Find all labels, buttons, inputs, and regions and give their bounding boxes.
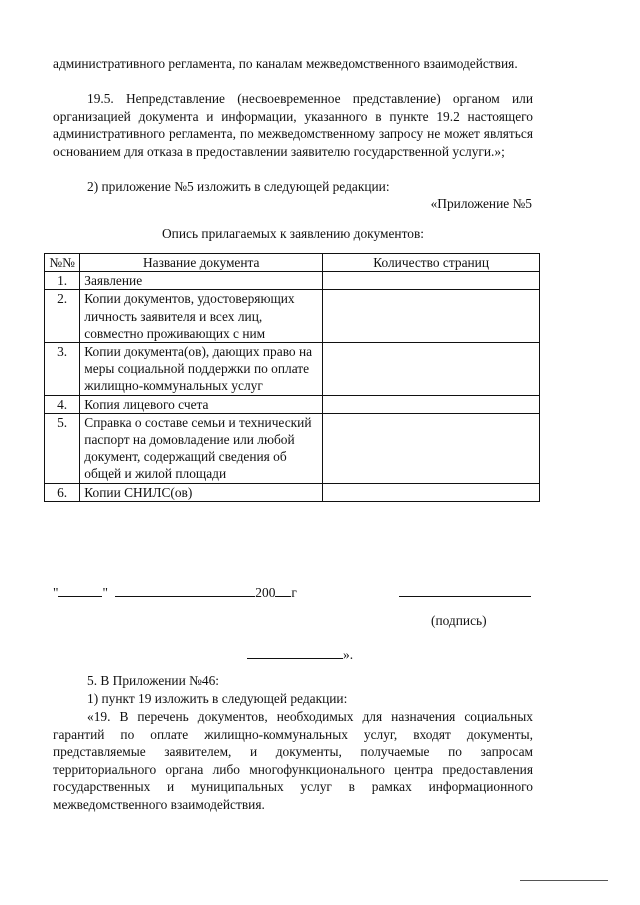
row-number: 5. [45, 413, 80, 483]
row-number: 6. [45, 483, 80, 501]
paragraph-regulation-end: административного регламента, по каналам межведомственного взаимодействия. [53, 56, 518, 71]
document-name: Копии документа(ов), дающих право на меры социальной поддержки по оплате жилищно-коммунальных услуг [80, 343, 323, 396]
date-month-blank [115, 583, 255, 597]
table-row [45, 413, 540, 483]
closing-mark: ». [343, 647, 354, 662]
table-row [45, 483, 540, 501]
page-count-cell [323, 413, 540, 483]
documents-inventory-table [44, 253, 540, 502]
date-quote-open: " [53, 585, 59, 600]
appendix-5-label: «Приложение №5 [430, 196, 532, 211]
table-row [45, 290, 540, 343]
closing-blank [247, 645, 343, 659]
table-row [45, 343, 540, 396]
document-name: Заявление [80, 272, 323, 290]
column-header-number: №№ [45, 254, 80, 272]
table-row [45, 395, 540, 413]
closing-line [247, 645, 353, 664]
date-year-prefix: 200 [255, 585, 276, 600]
date-year-suffix: г [291, 585, 297, 600]
row-number: 1. [45, 272, 80, 290]
page-count-cell [323, 483, 540, 501]
document-name: Копии документов, удостоверяющих личность заявителя и всех лиц, совместно проживающих с ним [80, 290, 323, 343]
page-count-cell [323, 290, 540, 343]
date-day-blank [58, 583, 102, 597]
document-name: Справка о составе семьи и технический паспорт на домовладение или любой документ, содержащий сведения об общей и жилой площади [80, 413, 323, 483]
page-count-cell [323, 395, 540, 413]
table-row [45, 272, 540, 290]
page-footer-rule [520, 880, 608, 881]
column-header-document-name: Название документа [80, 254, 323, 272]
document-name: Копии СНИЛС(ов) [80, 483, 323, 501]
paragraph-19-5: 19.5. Непредставление (несвоевременное представление) органом или организацией документа и информации, указанного в пункте 19.2 настоящего административного регламента, по межведомственному запросу не может являться основанием для отказа в предоставлении заявителю государственной услуги.»; [53, 91, 533, 159]
paragraph-subitem-1: 1) пункт 19 изложить в следующей редакции: [87, 691, 348, 706]
paragraph-appendix-5-intro: 2) приложение №5 изложить в следующей редакции: [87, 179, 390, 194]
page-count-cell [323, 272, 540, 290]
row-number: 3. [45, 343, 80, 396]
document-name: Копия лицевого счета [80, 395, 323, 413]
table-title: Опись прилагаемых к заявлению документов: [162, 226, 424, 241]
page-count-cell [323, 343, 540, 396]
row-number: 2. [45, 290, 80, 343]
row-number: 4. [45, 395, 80, 413]
signature-blank [399, 583, 531, 597]
paragraph-19-new: «19. В перечень документов, необходимых для назначения социальных гарантий по оплате жилищно-коммунальных услуг, входят документы, представляемые заявителем, и документы, получаемые по запросам территориального органа либо многофункционального центра предоставления государственных и муниципальных услуг в рамках информационного межведомственного взаимодействия. [53, 709, 533, 812]
date-year-blank [275, 583, 291, 597]
column-header-page-count: Количество страниц [323, 254, 540, 272]
date-signature-row [53, 583, 533, 603]
paragraph-item-5: 5. В Приложении №46: [87, 673, 219, 688]
date-quote-close: " [102, 585, 108, 600]
table-header-row [45, 254, 540, 272]
signature-label: (подпись) [431, 613, 487, 628]
